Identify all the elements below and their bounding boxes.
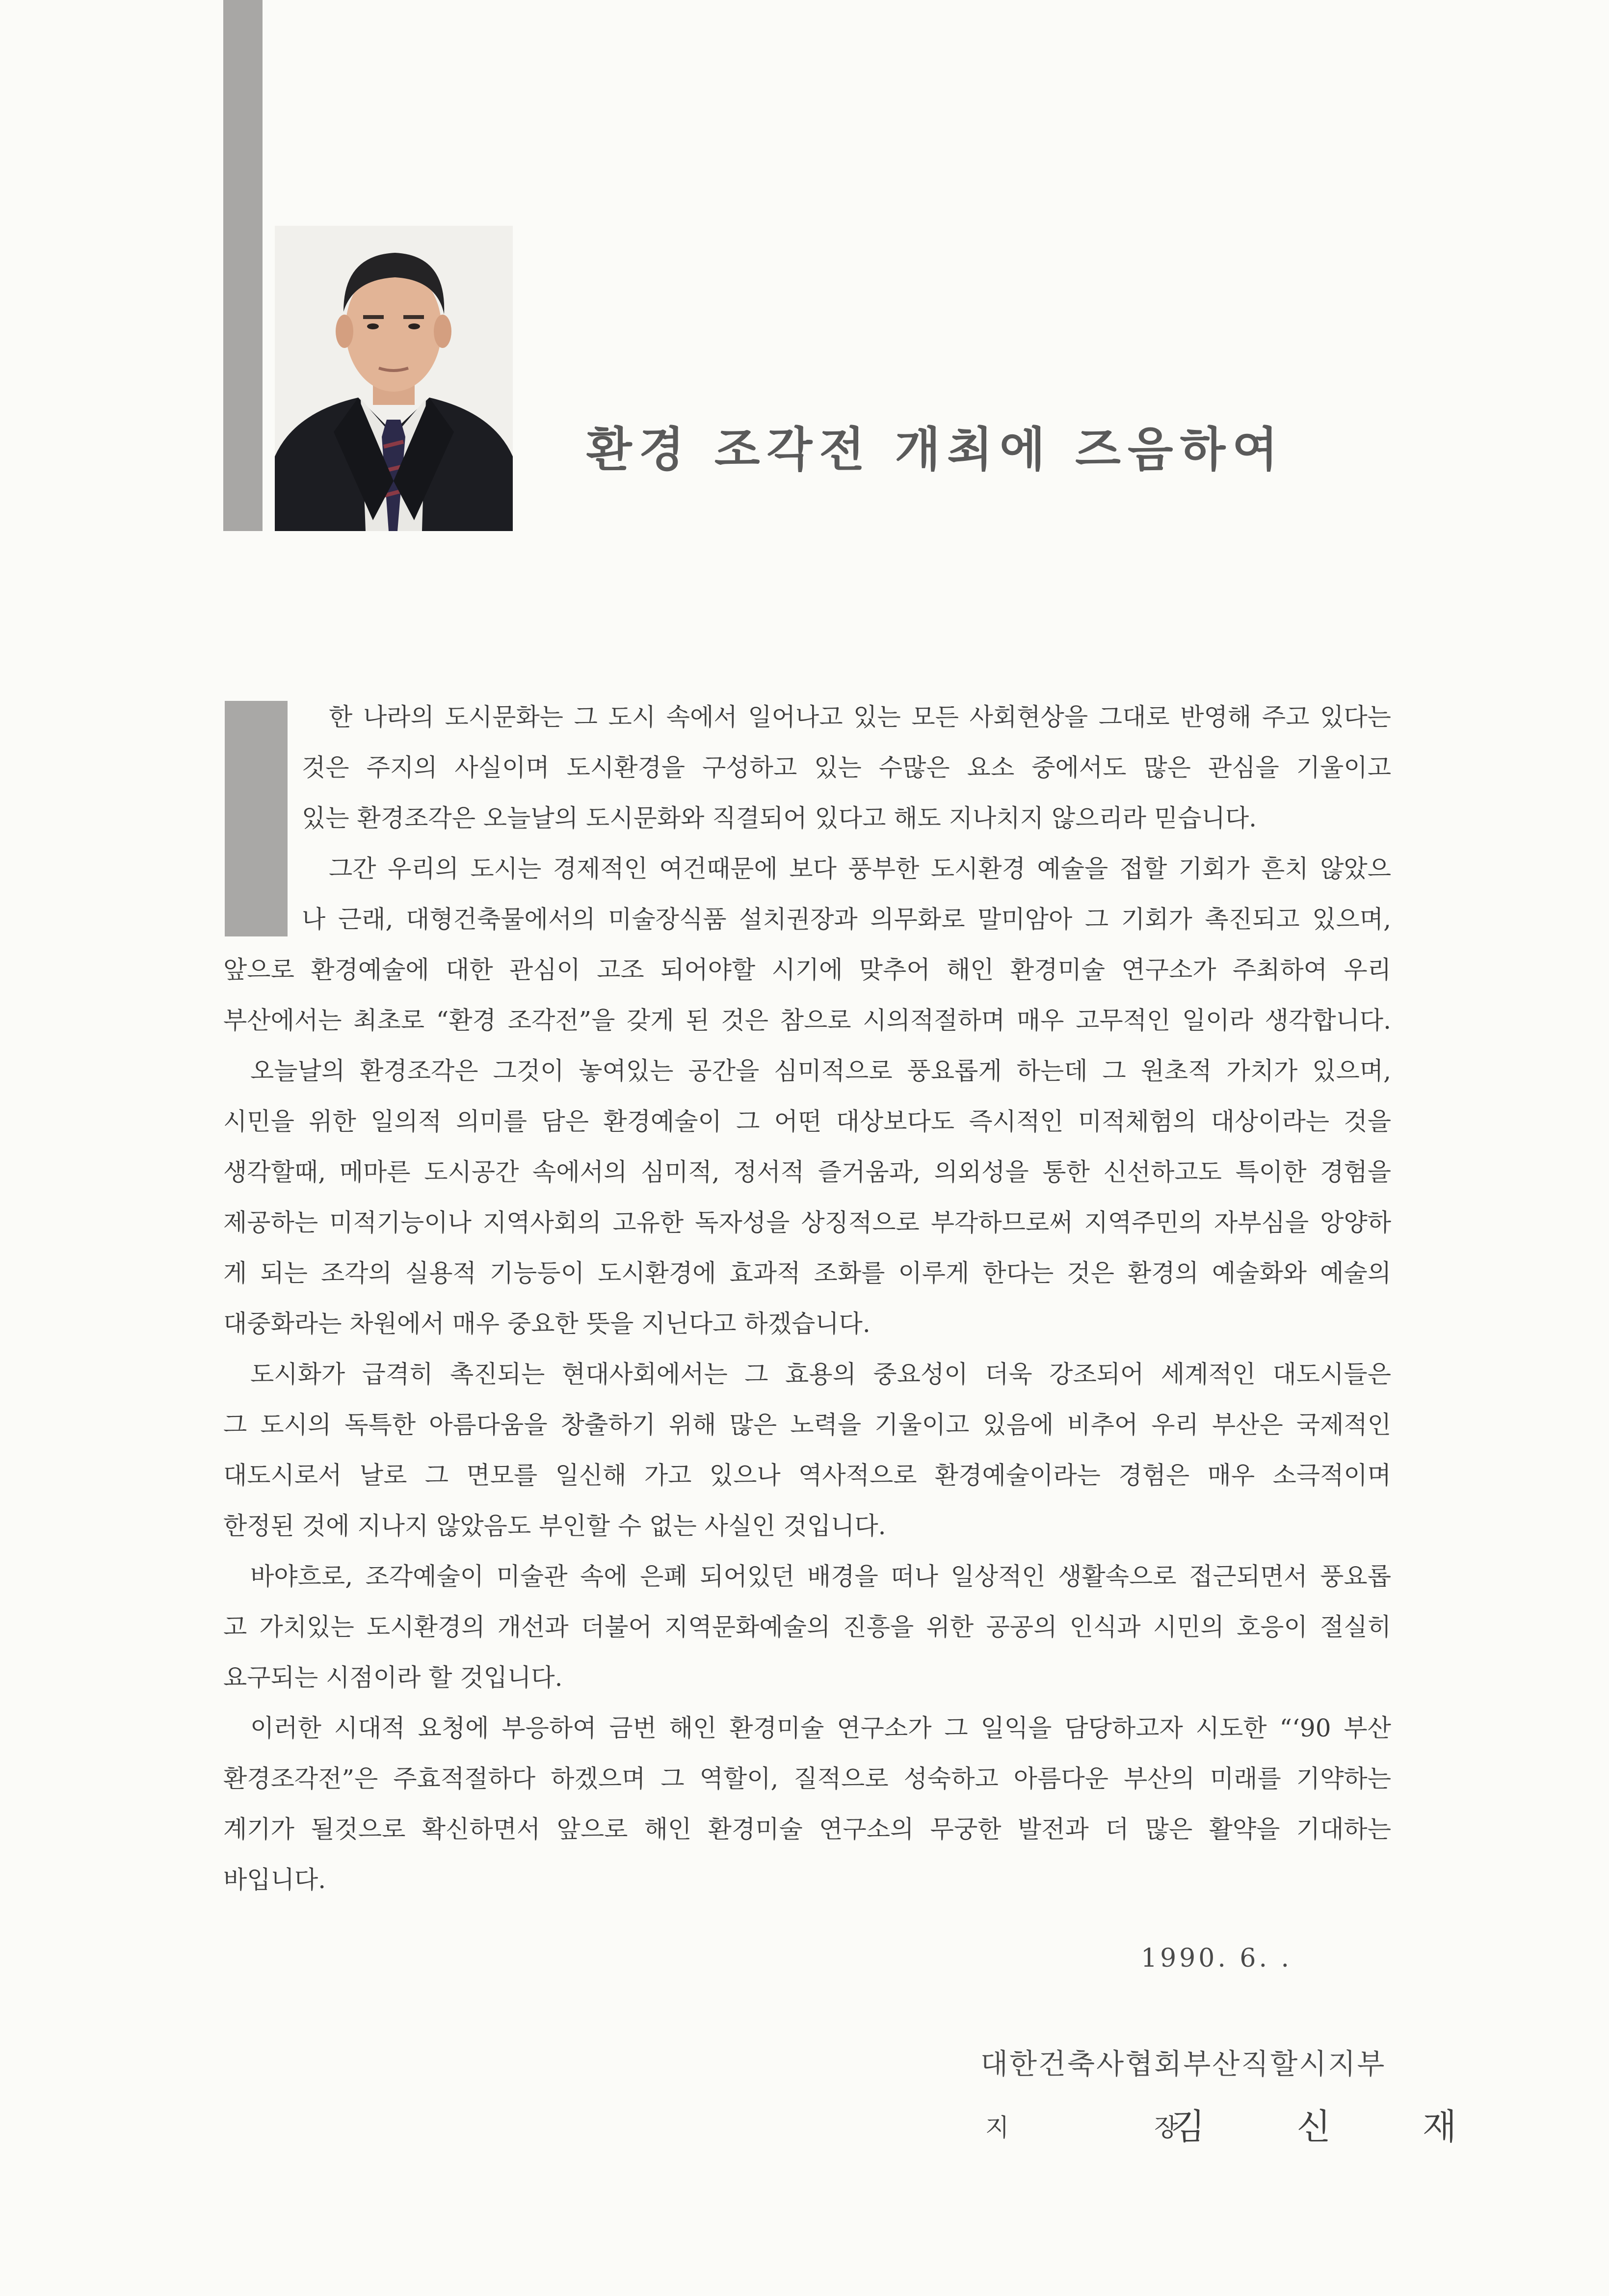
body-line: 계기가 될것으로 확신하면서 앞으로 해인 환경미술 연구소의 무궁한 발전과 더 많은 활약을 기대하는 [223, 1815, 1391, 1843]
body-line: 그 도시의 독특한 아름다움을 창출하기 위해 많은 노력을 기울이고 있음에 비추어 우리 부산은 국제적인 [223, 1411, 1391, 1439]
body-line: 대중화라는 차원에서 매우 중요한 뜻을 지닌다고 하겠습니다. [223, 1309, 870, 1338]
body-line: 생각할때, 메마른 도시공간 속에서의 심미적, 정서적 즐거움과, 의외성을 통한 신선하고도 특이한 경험을 [223, 1158, 1391, 1186]
body-line: 부산에서는 최초로 “환경 조각전”을 갖게 된 것은 참으로 시의적절하며 매우 고무적인 일이라 생각합니다. [223, 1006, 1391, 1035]
body-line: 있는 환경조각은 오늘날의 도시문화와 직결되어 있다고 해도 지나치지 않으리라 믿습니다. [302, 804, 1257, 832]
body-line: 고 가치있는 도시환경의 개선과 더불어 지역문화예술의 진흥을 위한 공공의 인식과 시민의 호응이 절실히 [223, 1613, 1391, 1641]
signer-name: 김 신 재 [1171, 2106, 1497, 2147]
decorative-vertical-bar [223, 0, 263, 531]
body-line: 바입니다. [223, 1866, 326, 1894]
body-line: 한정된 것에 지나지 않았음도 부인할 수 없는 사실인 것입니다. [223, 1512, 886, 1540]
document-date: 1990. 6. . [1141, 1944, 1292, 1973]
signature-block [980, 2093, 1497, 2147]
body-line: 시민을 위한 일의적 의미를 담은 환경예술이 그 어떤 대상보다도 즉시적인 미적체험의 대상이라는 것을 [223, 1107, 1391, 1136]
position-title: 지 장 [985, 2113, 1247, 2142]
organization-name: 대한건축사협회부산직할시지부 [980, 2047, 1386, 2081]
body-line: 앞으로 환경예술에 대한 관심이 고조 되어야할 시기에 맞추어 해인 환경미술 연구소가 주최하여 우리 [223, 956, 1391, 984]
body-line: 요구되는 시점이라 할 것입니다. [223, 1663, 563, 1692]
body-line: 것은 주지의 사실이며 도시환경을 구성하고 있는 수많은 요소 중에서도 많은 관심을 기울이고 [302, 753, 1391, 782]
body-line: 게 되는 조각의 실용적 기능등이 도시환경에 효과적 조화를 이루게 한다는 것은 환경의 예술화와 예술의 [223, 1259, 1391, 1287]
body-line: 도시화가 급격히 촉진되는 현대사회에서는 그 효용의 중요성이 더욱 강조되어 세계적인 대도시들은 [250, 1360, 1391, 1388]
author-portrait [275, 226, 513, 531]
body-line: 나 근래, 대형건축물에서의 미술장식품 설치권장과 의무화로 말미암아 그 기회가 촉진되고 있으며, [302, 905, 1391, 934]
body-line: 환경조각전”은 주효적절하다 하겠으며 그 역할이, 질적으로 성숙하고 아름다운 부산의 미래를 기약하는 [223, 1764, 1391, 1793]
body-line: 오늘날의 환경조각은 그것이 놓여있는 공간을 심미적으로 풍요롭게 하는데 그 원초적 가치가 있으며, [250, 1057, 1391, 1085]
greeting-body [223, 692, 1391, 1905]
body-line: 이러한 시대적 요청에 부응하여 금번 해인 환경미술 연구소가 그 일익을 담당하고자 시도한 “‘90 부산 [250, 1714, 1391, 1742]
body-line: 제공하는 미적기능이나 지역사회의 고유한 독자성을 상징적으로 부각하므로써 지역주민의 자부심을 앙양하 [223, 1208, 1391, 1237]
portrait-image [275, 226, 513, 531]
body-line: 그간 우리의 도시는 경제적인 여건때문에 보다 풍부한 도시환경 예술을 접할 기회가 흔치 않았으 [329, 854, 1391, 883]
body-line: 한 나라의 도시문화는 그 도시 속에서 일어나고 있는 모든 사회현상을 그대로 반영해 주고 있다는 [329, 703, 1391, 731]
page-title: 환경 조각전 개최에 즈음하여 [586, 422, 1285, 477]
body-line: 대도시로서 날로 그 면모를 일신해 가고 있으나 역사적으로 환경예술이라는 경험은 매우 소극적이며 [223, 1461, 1391, 1490]
body-line: 바야흐로, 조각예술이 미술관 속에 은폐 되어있던 배경을 떠나 일상적인 생활속으로 접근되면서 풍요롭 [250, 1562, 1391, 1591]
